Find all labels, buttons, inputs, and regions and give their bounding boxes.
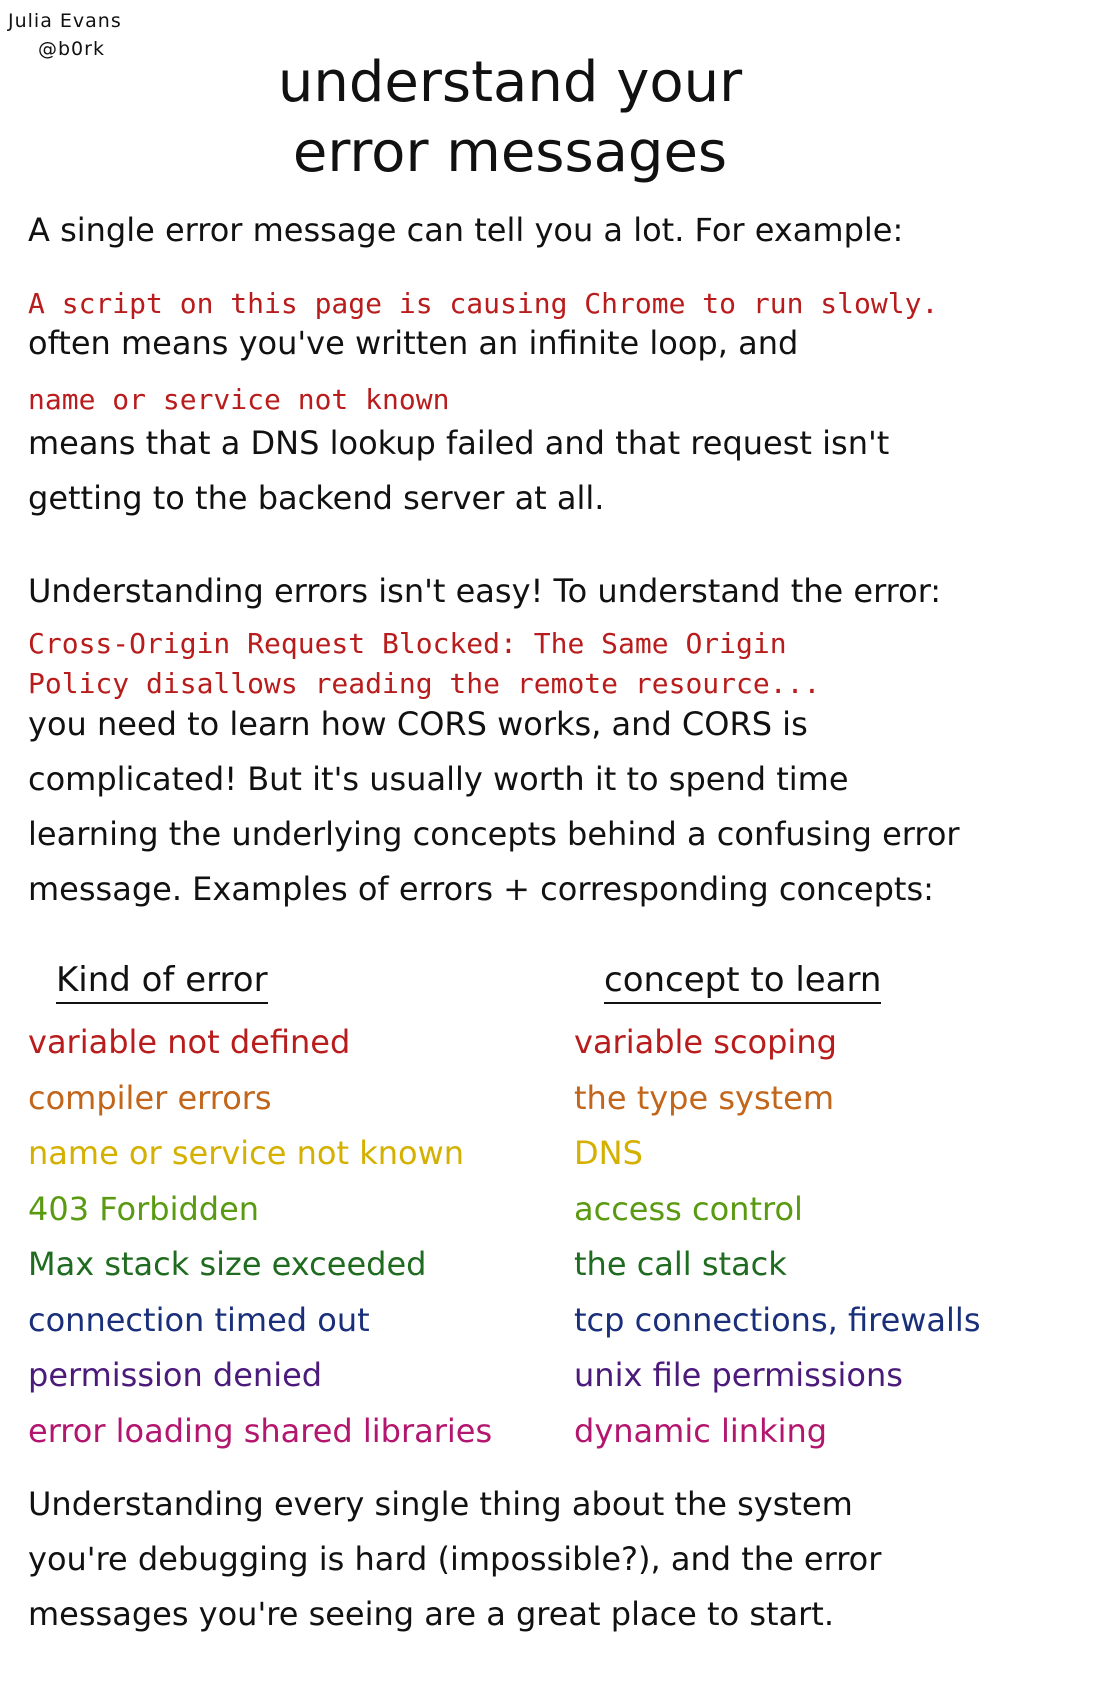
- table-row-error: variable not defined: [28, 1023, 351, 1061]
- column-header-concept: concept to learn: [604, 960, 881, 1004]
- example-explain-1: often means you've written an infinite loop, and: [28, 324, 799, 362]
- author-handle: @b0rk: [38, 38, 105, 60]
- example-explain-2b: getting to the backend server at all.: [28, 479, 605, 517]
- conclusion-line-2: you're debugging is hard (impossible?), and the error: [28, 1540, 882, 1578]
- conclusion-line-1: Understanding every single thing about the system: [28, 1485, 853, 1523]
- table-row-concept: dynamic linking: [574, 1412, 828, 1450]
- example-explain-2a: means that a DNS lookup failed and that request isn't: [28, 424, 890, 462]
- author-name: Julia Evans: [8, 10, 122, 32]
- cors-error-line-1: Cross-Origin Request Blocked: The Same Origin: [28, 627, 787, 660]
- cors-explain-2: complicated! But it's usually worth it to spend time: [28, 760, 849, 798]
- table-row-concept: access control: [574, 1190, 803, 1228]
- cors-explain-1: you need to learn how CORS works, and CORS is: [28, 705, 808, 743]
- intro-text: A single error message can tell you a lot. For example:: [28, 211, 904, 249]
- cors-explain-3: learning the underlying concepts behind a confusing error: [28, 815, 960, 853]
- table-row-error: connection timed out: [28, 1301, 370, 1339]
- table-row-concept: the call stack: [574, 1245, 787, 1283]
- table-row-error: compiler errors: [28, 1079, 272, 1117]
- table-row-concept: DNS: [574, 1134, 643, 1172]
- table-row-concept: the type system: [574, 1079, 835, 1117]
- column-header-error: Kind of error: [56, 960, 268, 1004]
- table-row-concept: unix file permissions: [574, 1356, 903, 1394]
- conclusion-line-3: messages you're seeing are a great place to start.: [28, 1595, 835, 1633]
- title-line-1: understand your: [277, 50, 743, 115]
- title-line-2: error messages: [292, 120, 728, 185]
- cors-explain-4: message. Examples of errors + corresponding concepts:: [28, 870, 934, 908]
- table-row-error: Max stack size exceeded: [28, 1245, 427, 1283]
- page-title: [160, 48, 860, 188]
- table-row-error: 403 Forbidden: [28, 1190, 260, 1228]
- table-row-concept: variable scoping: [574, 1023, 837, 1061]
- example-error-1: A script on this page is causing Chrome to run slowly.: [28, 287, 939, 320]
- example-error-2: name or service not known: [28, 383, 450, 416]
- cors-error-line-2: Policy disallows reading the remote resource...: [28, 667, 821, 700]
- cors-intro: Understanding errors isn't easy! To understand the error:: [28, 572, 942, 610]
- table-row-error: permission denied: [28, 1356, 323, 1394]
- table-row-concept: tcp connections, firewalls: [574, 1301, 981, 1339]
- table-row-error: error loading shared libraries: [28, 1412, 493, 1450]
- table-row-error: name or service not known: [28, 1134, 465, 1172]
